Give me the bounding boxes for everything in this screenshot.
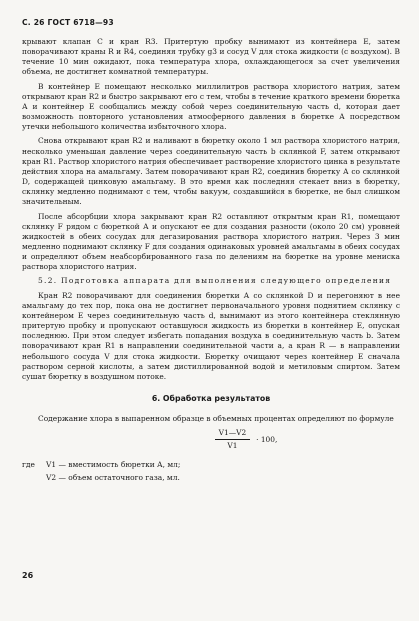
formula-numerator: V1—V2 [215,428,250,440]
chlorine-formula [92,428,400,451]
paragraph-continued: крывают клапан С и кран R3. Притертую пробку вынимают из контейнера Е, затем поворачивают краны R и R4, соединяя трубку g3 и сосуд V для стока жидкости (с воздухом). В течение 10 мин ожидают, пока температура хлора, охлаждающегося за счет увеличения объема, не достигнет комнатной температуры. [22,37,400,77]
paragraph-container-e: В контейнер Е помещают несколько миллилитров раствора хлористого натрия, затем открывают кран R2 и быстро закрывают его с тем, чтобы в течение краткого времени бюретка А и контейнер Е сообщались между собой через соединительную часть d, которая дает возможность повторного установления атмосферного давления в бюретке А посредством утечки небольшого количества избыточного хлора. [22,81,400,132]
formula-denominator: V1 [227,441,238,451]
where-label: где [22,459,35,469]
paragraph-absorption: После абсорбции хлора закрывают кран R2 оставляют открытым кран R1, помещают склянку F рядом с бюреткой А и опускают ее для создания разности (около 20 см) уровней жидкостей в обеих сосудах для дегазирования раствора хлористого натрия. Через 3 мин медленно поднимают склянку F для создания одинаковых уровней амальгамы в обеих сосудах и определяют объем неабсорбированного газа по делениям на бюретке на уровне мениска раствора хлористого натрия. [22,211,400,272]
definition-v2: V2 — объем остаточного газа, мл. [46,472,180,482]
definition-v1: V1 — вместимость бюретки А, мл; [46,459,181,469]
formula-fraction [215,428,250,451]
paragraph-sodium-chloride: Снова открывают кран R2 и наливают в бюретку около 1 мл раствора хлористого натрия, несколько уменьшая давление через соединительную часть b склянкой F, затем открывают кран R1. Раствор хлористого натрия обеспечивает растворение хлористого цинка в результате действия хлора на амальгаму. Затем поворачивают кран R2, соединив бюретку А со склянкой D, содержащей цинковую амальгаму. В это время как последняя стекает вниз в бюретку, склянку медленно поднимают с тем, чтобы вакуум, создавшийся в бюретке, не был слишком значительным. [22,136,400,207]
section-6-heading: 6. Обработка результатов [151,394,271,403]
variable-definitions [22,458,400,484]
definition-row [22,458,400,471]
document-body [22,37,400,484]
page-header: С. 26 ГОСТ 6718—93 [22,18,114,27]
paragraph-preparation: Кран R2 поворачивают для соединения бюретки А со склянкой D и перегоняют в нее амальгаму до тех пор, пока она не достигнет первоначального уровня поднятием склянку с контейнером Е через соединительную часть d, вынимают из этого контейнера стеклянную притертую пробку и пропускают оставшуюся жидкость из бюретки в контейнер Е, опуская последнюю. При этом следует избегать попадания воздуха в соединительную часть b. Затем поворачивают кран R1 в направлении соединительной части a, а кран R — в направлении небольшого сосуда V для стока жидкости. Бюретку очищают через контейнер Е сначала раствором серной кислоты, а затем дистиллированной водой и метиловым спиртом. Затем сушат бюретку в воздушном потоке. [22,290,400,381]
formula-multiplier: · 100, [256,434,278,444]
section-6-intro: Содержание хлора в выпаренном образце в объемных процентах определяют по формуле [38,414,394,424]
section-5-2-title: 5.2. Подготовка аппарата для выполнения следующего определения [38,276,392,286]
page-number: 26 [22,571,34,580]
